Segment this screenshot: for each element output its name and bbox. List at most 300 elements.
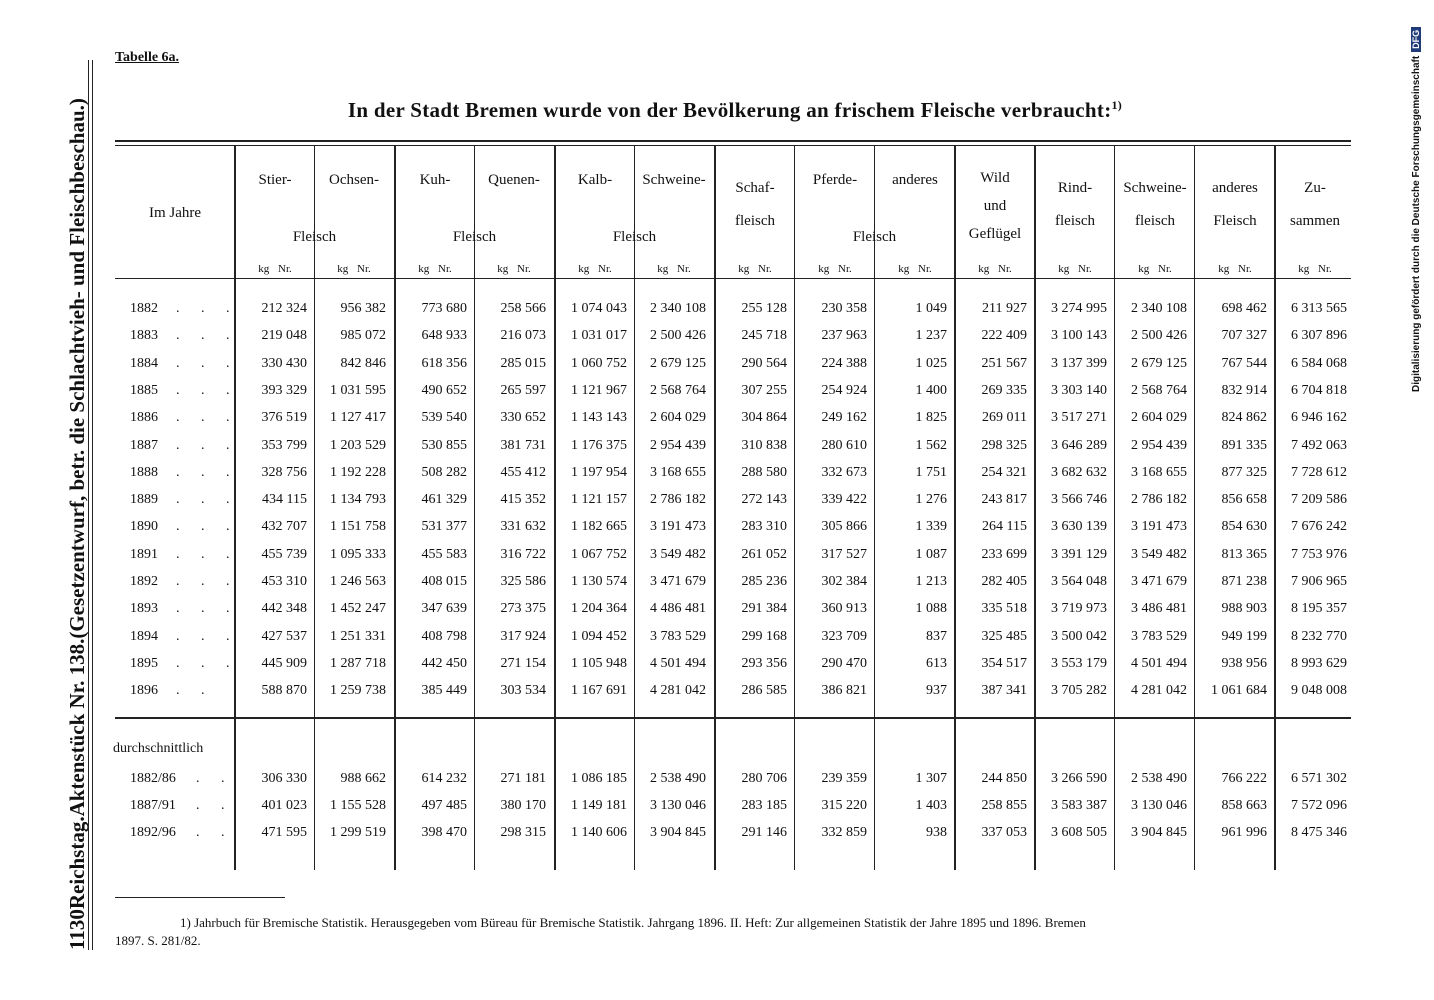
table-cell: 539 540 [421, 410, 467, 426]
table-cell: 842 846 [340, 355, 386, 371]
table-cell: 2 340 108 [1131, 301, 1187, 316]
table-cell: 325 586 [500, 574, 546, 589]
table-cell: 854 630 [1221, 519, 1267, 535]
table-cell: 233 699 [981, 546, 1027, 562]
table-cell: 1 307 [915, 771, 947, 786]
table-cell: 1 105 948 [571, 655, 627, 671]
table-cell: 1 087 [915, 546, 947, 562]
table-cell: 434 115 [262, 492, 307, 508]
table-cell: 415 352 [500, 492, 546, 508]
table-cell: 1 246 563 [330, 574, 386, 589]
table-cell: 261 052 [741, 546, 787, 562]
table-cell: 305 866 [821, 519, 867, 535]
unit-label: kg Nr. [1138, 263, 1172, 275]
table-cell: 280 706 [741, 771, 787, 786]
table-cell: 6 704 818 [1291, 382, 1347, 398]
row-year: 1889 [130, 492, 158, 508]
unit-label: kg Nr. [418, 263, 452, 275]
table-cell: 1 155 528 [330, 798, 386, 813]
table-cell: 258 855 [981, 798, 1027, 813]
table-cell: 211 927 [982, 301, 1027, 316]
row-year: 1894 [130, 628, 158, 644]
table-top-rule [115, 140, 1351, 142]
table-cell: 985 072 [340, 328, 386, 344]
table-cell: 2 679 125 [650, 355, 706, 371]
table-cell: 432 707 [261, 519, 307, 535]
column-rule [1194, 146, 1195, 870]
table-cell: 1 203 529 [330, 437, 386, 453]
table-cell: 471 595 [261, 825, 307, 840]
header-pferde: Pferde- [812, 172, 858, 188]
table-cell: 283 310 [741, 519, 787, 535]
unit-label: kg Nr. [578, 263, 612, 275]
table-cell: 2 568 764 [1131, 382, 1187, 398]
header-anderes: anderes [892, 172, 938, 188]
table-cell: 1 074 043 [571, 301, 627, 316]
table-cell: 1 121 157 [571, 492, 627, 508]
row-year: 1885 [130, 382, 158, 398]
row-dots: . . . [176, 574, 239, 589]
table-cell: 1 094 452 [571, 628, 627, 644]
table-cell: 1 403 [915, 798, 947, 813]
table-cell: 298 315 [500, 825, 546, 840]
table-cell: 282 405 [981, 574, 1027, 589]
table-cell: 3 517 271 [1051, 410, 1107, 426]
table-cell: 2 954 439 [1131, 437, 1187, 453]
table-cell: 7 492 063 [1291, 437, 1347, 453]
table-cell: 938 956 [1221, 655, 1267, 671]
table-cell: 304 864 [741, 410, 787, 426]
table-cell: 7 728 612 [1291, 464, 1347, 480]
table-cell: 3 137 399 [1051, 355, 1107, 371]
table-cell: 1 143 143 [571, 410, 627, 426]
header-fleisch-a: Fleisch [292, 229, 337, 245]
table-cell: 224 388 [821, 355, 867, 371]
table-cell: 3 646 289 [1051, 437, 1107, 453]
table-cell: 8 195 357 [1291, 601, 1347, 617]
header-anderes2-1: anderes [1212, 180, 1258, 196]
header-year: Im Jahre [148, 205, 202, 221]
table-cell: 393 329 [261, 382, 307, 398]
table-cell: 1 031 595 [330, 382, 386, 398]
table-cell: 1 095 333 [330, 546, 386, 562]
table-cell: 1 276 [915, 492, 947, 508]
table-cell: 445 909 [261, 655, 307, 671]
header-wild-1: Wild [980, 170, 1010, 186]
table-cell: 3 274 995 [1051, 301, 1107, 316]
table-cell: 243 817 [981, 492, 1027, 508]
yearly-section-rule [115, 717, 1351, 719]
table-cell: 307 255 [741, 382, 787, 398]
table-cell: 380 170 [500, 798, 546, 813]
table-cell: 219 048 [261, 328, 307, 344]
table-cell: 1 400 [915, 382, 947, 398]
table-cell: 2 786 182 [1131, 492, 1187, 508]
header-bottom-rule [115, 278, 1351, 279]
table-cell: 303 534 [500, 683, 546, 699]
row-dots: . . . [176, 301, 239, 316]
table-cell: 871 238 [1221, 574, 1267, 589]
table-cell: 455 412 [500, 464, 546, 480]
row-year: 1892/96 [130, 825, 176, 840]
table-cell: 317 924 [500, 628, 546, 644]
table-cell: 6 571 302 [1291, 771, 1347, 786]
header-ochsen: Ochsen- [329, 172, 379, 188]
table-cell: 461 329 [421, 492, 467, 508]
row-dots: . . . [176, 437, 239, 453]
table-cell: 956 382 [340, 301, 386, 316]
table-top-rule [115, 145, 1351, 146]
table-cell: 1 237 [915, 328, 947, 344]
row-year: 1895 [130, 655, 158, 671]
table-cell: 1 452 247 [330, 601, 386, 617]
header-rind-1: Rind- [1057, 180, 1093, 196]
table-cell: 2 954 439 [650, 437, 706, 453]
table-cell: 2 604 029 [650, 410, 706, 426]
table-cell: 3 553 179 [1051, 655, 1107, 671]
row-dots: . . . [176, 628, 239, 644]
row-dots: . . . [176, 655, 239, 671]
sponsor-strip [1404, 0, 1434, 1000]
table-cell: 1 299 519 [330, 825, 386, 840]
table-cell: 455 739 [261, 546, 307, 562]
table-cell: 961 996 [1221, 825, 1267, 840]
unit-label: kg Nr. [497, 263, 531, 275]
table-cell: 949 199 [1221, 628, 1267, 644]
column-rule [794, 146, 795, 870]
table-cell: 332 673 [821, 464, 867, 480]
header-schaf-1: Schaf- [735, 180, 775, 196]
table-cell: 455 583 [421, 546, 467, 562]
unit-label: kg Nr. [657, 263, 691, 275]
table-cell: 4 486 481 [650, 601, 706, 617]
table-cell: 288 580 [741, 464, 787, 480]
table-cell: 398 470 [421, 825, 467, 840]
table-cell: 988 903 [1221, 601, 1267, 617]
table-cell: 216 073 [500, 328, 546, 344]
table-cell: 330 430 [261, 355, 307, 371]
footnote-line-1: 1) Jahrbuch für Bremische Statistik. Herausgegeben vom Büreau für Bremische Statistik. Jahrgang 1896. II. Heft: Zur allgemeinen Statistik der Jahre 1895 und 1896. Bremen [180, 915, 1086, 930]
row-dots: . . [196, 825, 234, 840]
table-cell: 1 259 738 [330, 683, 386, 699]
table-cell: 1 127 417 [330, 410, 386, 426]
row-dots: . . . [176, 328, 239, 344]
table-cell: 310 838 [741, 437, 787, 453]
table-cell: 837 [926, 628, 947, 644]
table-cell: 249 162 [821, 410, 867, 426]
table-cell: 258 566 [500, 301, 546, 316]
header-schaf-2: fleisch [735, 213, 775, 229]
table-cell: 291 146 [741, 825, 787, 840]
table-cell: 4 281 042 [650, 683, 706, 699]
table-cell: 271 181 [500, 771, 546, 786]
table-cell: 245 718 [741, 328, 787, 344]
publication-name: Reichstag. [64, 816, 89, 910]
row-year: 1890 [130, 519, 158, 535]
row-year: 1888 [130, 464, 158, 480]
table-cell: 254 924 [821, 382, 867, 398]
header-schweine: Schweine- [642, 172, 706, 188]
table-cell: 401 023 [261, 798, 307, 813]
unit-label: kg Nr. [258, 263, 292, 275]
table-cell: 832 914 [1221, 382, 1267, 398]
table-cell: 387 341 [981, 683, 1027, 699]
table-cell: 222 409 [981, 328, 1027, 344]
table-cell: 490 652 [421, 382, 467, 398]
table-cell: 813 365 [1221, 546, 1267, 562]
table-cell: 858 663 [1221, 798, 1267, 813]
table-cell: 618 356 [421, 355, 467, 371]
header-zusammen-1: Zu- [1304, 180, 1326, 196]
footnote-line-2: 1897. S. 281/82. [115, 933, 201, 948]
table-cell: 442 348 [261, 601, 307, 617]
table-cell: 508 282 [421, 464, 467, 480]
table-cell: 1 061 684 [1211, 683, 1267, 699]
table-cell: 2 340 108 [650, 301, 706, 316]
header-stier: Stier- [258, 172, 292, 188]
table-cell: 614 232 [421, 771, 467, 786]
unit-label: kg Nr. [1058, 263, 1092, 275]
table-cell: 497 485 [421, 798, 467, 813]
header-kuh: Kuh- [419, 172, 451, 188]
table-cell: 354 517 [981, 655, 1027, 671]
header-rind-2: fleisch [1055, 213, 1095, 229]
table-cell: 1 167 691 [571, 683, 627, 699]
table-cell: 698 462 [1221, 301, 1267, 316]
row-year: 1884 [130, 355, 158, 371]
page-number: 1130 [64, 909, 89, 950]
unit-label: kg Nr. [978, 263, 1012, 275]
table-cell: 3 303 140 [1051, 382, 1107, 398]
header-wild-2: und [983, 198, 1007, 214]
table-cell: 7 209 586 [1291, 492, 1347, 508]
table-cell: 269 335 [981, 382, 1027, 398]
unit-label: kg Nr. [818, 263, 852, 275]
table-cell: 3 471 679 [650, 574, 706, 589]
table-cell: 1 067 752 [571, 546, 627, 562]
table-cell: 265 597 [500, 382, 546, 398]
table-cell: 315 220 [821, 798, 867, 813]
table-cell: 3 500 042 [1051, 628, 1107, 644]
table-cell: 264 115 [982, 519, 1027, 535]
table-cell: 7 753 976 [1291, 546, 1347, 562]
table-cell: 7 906 965 [1291, 574, 1347, 589]
table-cell: 988 662 [340, 771, 386, 786]
unit-label: kg Nr. [738, 263, 772, 275]
table-cell: 1 182 665 [571, 519, 627, 535]
table-cell: 453 310 [261, 574, 307, 589]
table-cell: 381 731 [500, 437, 546, 453]
table-cell: 648 933 [421, 328, 467, 344]
table-cell: 298 325 [981, 437, 1027, 453]
table-cell: 2 500 426 [650, 328, 706, 344]
table-cell: 2 786 182 [650, 492, 706, 508]
table-cell: 531 377 [421, 519, 467, 535]
table-cell: 360 913 [821, 601, 867, 617]
table-cell: 877 325 [1221, 464, 1267, 480]
table-cell: 212 324 [261, 301, 307, 316]
unit-label: kg Nr. [1298, 263, 1332, 275]
row-year: 1892 [130, 574, 158, 589]
table-cell: 1 213 [915, 574, 947, 589]
table-cell: 1 151 758 [330, 519, 386, 535]
table-cell: 290 470 [821, 655, 867, 671]
table-cell: 2 679 125 [1131, 355, 1187, 371]
table-cell: 7 572 096 [1291, 798, 1347, 813]
row-year: 1882 [130, 301, 158, 316]
table-cell: 280 610 [821, 437, 867, 453]
table-cell: 306 330 [261, 771, 307, 786]
table-cell: 1 176 375 [571, 437, 627, 453]
table-cell: 3 266 590 [1051, 771, 1107, 786]
table-cell: 1 251 331 [330, 628, 386, 644]
header-kalb: Kalb- [577, 172, 613, 188]
column-rule [874, 146, 875, 870]
table-cell: 316 722 [500, 546, 546, 562]
table-cell: 3 391 129 [1051, 546, 1107, 562]
table-cell: 408 015 [421, 574, 467, 589]
table-cell: 3 130 046 [650, 798, 706, 813]
table-cell: 291 384 [741, 601, 787, 617]
row-dots: . . [196, 798, 234, 813]
table-cell: 1 140 606 [571, 825, 627, 840]
table-cell: 230 358 [821, 301, 867, 316]
row-dots: . . . [176, 355, 239, 371]
table-cell: 3 682 632 [1051, 464, 1107, 480]
dfg-logo: DFG [1411, 27, 1421, 52]
table-cell: 339 422 [821, 492, 867, 508]
table-cell: 1 025 [915, 355, 947, 371]
table-cell: 408 798 [421, 628, 467, 644]
table-cell: 613 [926, 655, 947, 671]
table-cell: 3 191 473 [650, 519, 706, 535]
table-cell: 3 904 845 [1131, 825, 1187, 840]
title-footnote-mark: 1) [1111, 98, 1123, 112]
table-cell: 3 564 048 [1051, 574, 1107, 589]
header-anderes2-2: Fleisch [1213, 213, 1257, 229]
table-cell: 299 168 [741, 628, 787, 644]
table-cell: 328 756 [261, 464, 307, 480]
table-cell: 937 [926, 683, 947, 699]
row-dots: . . . [176, 546, 239, 562]
table-cell: 2 538 490 [1131, 771, 1187, 786]
table-cell: 2 538 490 [650, 771, 706, 786]
table-cell: 3 719 973 [1051, 601, 1107, 617]
table-cell: 588 870 [261, 683, 307, 699]
header-fleisch-b: Fleisch [452, 229, 497, 245]
table-cell: 3 583 387 [1051, 798, 1107, 813]
table-cell: 271 154 [500, 655, 546, 671]
table-cell: 3 904 845 [650, 825, 706, 840]
table-cell: 8 993 629 [1291, 655, 1347, 671]
table-cell: 386 821 [821, 683, 867, 699]
row-year: 1886 [130, 410, 158, 426]
table-cell: 385 449 [421, 683, 467, 699]
table-cell: 4 501 494 [650, 655, 706, 671]
table-cell: 891 335 [1221, 437, 1267, 453]
table-cell: 330 652 [500, 410, 546, 426]
table-cell: 244 850 [981, 771, 1027, 786]
table-cell: 3 549 482 [1131, 546, 1187, 562]
header-zusammen-2: sammen [1290, 213, 1340, 229]
table-cell: 1 134 793 [330, 492, 386, 508]
row-year: 1887 [130, 437, 158, 453]
table-cell: 376 519 [261, 410, 307, 426]
table-cell: 2 500 426 [1131, 328, 1187, 344]
table-cell: 6 307 896 [1291, 328, 1347, 344]
row-year: 1896 [130, 683, 158, 699]
table-cell: 251 567 [981, 355, 1027, 371]
margin-rule [88, 60, 89, 950]
margin-rule [92, 60, 93, 950]
document-number: Aktenstück Nr. 138. [64, 638, 89, 817]
row-dots: . . . [176, 410, 239, 426]
table-cell: 1 031 017 [571, 328, 627, 344]
table-cell: 1 060 752 [571, 355, 627, 371]
table-cell: 331 632 [500, 519, 546, 535]
table-cell: 347 639 [421, 601, 467, 617]
table-cell: 285 236 [741, 574, 787, 589]
column-rule [1114, 146, 1115, 870]
table-cell: 239 359 [821, 771, 867, 786]
table-cell: 323 709 [821, 628, 867, 644]
sponsor-text: Digitalisierung gefördert durch die Deutsche Forschungsgemeinschaft [1411, 55, 1422, 392]
table-cell: 272 143 [741, 492, 787, 508]
table-cell: 3 486 481 [1131, 601, 1187, 617]
table-cell: 332 859 [821, 825, 867, 840]
table-cell: 290 564 [741, 355, 787, 371]
table-cell: 337 053 [981, 825, 1027, 840]
table-cell: 3 168 655 [1131, 464, 1187, 480]
table-cell: 293 356 [741, 655, 787, 671]
header-quenen: Quenen- [488, 172, 540, 188]
table-cell: 773 680 [421, 301, 467, 316]
table-cell: 3 471 679 [1131, 574, 1187, 589]
table-cell: 6 584 068 [1291, 355, 1347, 371]
table-cell: 427 537 [261, 628, 307, 644]
table-cell: 3 566 746 [1051, 492, 1107, 508]
table-cell: 1 562 [915, 437, 947, 453]
table-cell: 3 168 655 [650, 464, 706, 480]
header-schweine2-1: Schweine- [1123, 180, 1187, 196]
table-cell: 938 [926, 825, 947, 840]
table-label: Tabelle 6a. [115, 50, 180, 65]
row-dots: . . [196, 771, 234, 786]
title-text: In der Stadt Bremen wurde von der Bevölkerung an frischem Fleische verbraucht: [347, 98, 1112, 122]
table-cell: 4 501 494 [1131, 655, 1187, 671]
table-cell: 9 048 008 [1291, 683, 1347, 699]
row-dots: . . . [176, 601, 239, 617]
header-fleisch-d: Fleisch [852, 229, 897, 245]
table-cell: 302 384 [821, 574, 867, 589]
row-dots: . . [176, 683, 214, 699]
table-cell: 317 527 [821, 546, 867, 562]
unit-label: kg Nr. [337, 263, 371, 275]
table-cell: 3 130 046 [1131, 798, 1187, 813]
table-cell: 824 862 [1221, 410, 1267, 426]
table-cell: 1 149 181 [571, 798, 627, 813]
table-cell: 3 100 143 [1051, 328, 1107, 344]
row-year: 1893 [130, 601, 158, 617]
header-schweine2-2: fleisch [1135, 213, 1175, 229]
table-cell: 6 946 162 [1291, 410, 1347, 426]
table-cell: 8 475 346 [1291, 825, 1347, 840]
table-cell: 335 518 [981, 601, 1027, 617]
table-cell: 3 549 482 [650, 546, 706, 562]
table-cell: 1 751 [915, 464, 947, 480]
row-year: 1883 [130, 328, 158, 344]
unit-label: kg Nr. [898, 263, 932, 275]
